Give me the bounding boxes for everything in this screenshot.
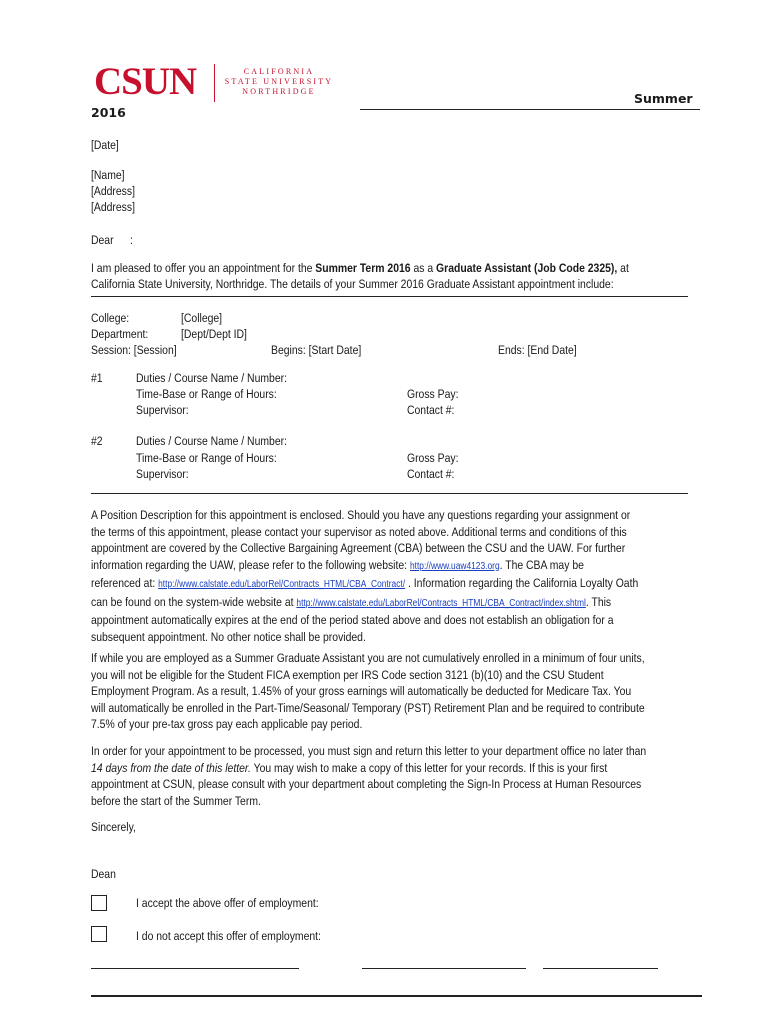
para3-line-2-rest: You may wish to make a copy of this letter for your records. If this is your first: [250, 760, 608, 775]
logo-subtitle: [222, 67, 336, 97]
para3-line-4: before the start of the Summer Term.: [91, 793, 261, 808]
assignment-1-contact: Contact #:: [407, 403, 455, 417]
para2-line-3: Employment Program. As a result, 1.45% of your gross earnings will automatically be deducted for Medicare Tax. You: [91, 684, 632, 698]
intro-text-1: I am pleased to offer you an appointment for the: [91, 261, 316, 275]
assignment-2-gross-pay: Gross Pay:: [407, 451, 459, 465]
address-line-2: [Address]: [91, 200, 135, 214]
para1-line-8: subsequent appointment. No other notice shall be provided.: [91, 629, 366, 644]
intro-job-bold: Graduate Assistant (Job Code 2325),: [436, 261, 618, 275]
college-value: [College]: [181, 311, 223, 325]
assignment-2-duties: Duties / Course Name / Number:: [136, 434, 287, 448]
ends-field: Ends: [End Date]: [498, 343, 577, 357]
closing-sincerely: Sincerely,: [91, 820, 136, 834]
logo-divider: [214, 64, 215, 102]
salutation-dear: Dear: [91, 233, 114, 247]
decline-label: I do not accept this offer of employment:: [136, 929, 321, 943]
assignment-2-contact: Contact #:: [407, 467, 455, 481]
assignment-1-duties: Duties / Course Name / Number:: [136, 371, 287, 385]
assignment-1-supervisor: Supervisor:: [136, 403, 189, 417]
cba-link[interactable]: http://www.calstate.edu/LaborRel/Contracts_HTML/CBA_Contract/: [158, 579, 406, 590]
para1-line-4: [91, 557, 696, 576]
address-line-1: [Address]: [91, 184, 135, 198]
assignment-1-timebase: Time-Base or Range of Hours:: [136, 387, 277, 401]
para2-line-4: will automatically be enrolled in the Part-Time/Seasonal/ Temporary (PST) Retirement Plan and be required to contribute: [91, 700, 645, 715]
salutation-colon: :: [130, 233, 133, 247]
assignment-1-gross-pay: Gross Pay:: [407, 387, 459, 401]
date-placeholder: [Date]: [91, 138, 119, 152]
department-value: [Dept/Dept ID]: [181, 327, 247, 341]
department-label: Department:: [91, 327, 149, 341]
intro-line-2: California State University, Northridge. The details of your Summer 2016 Graduate Assistant appointment include:: [91, 277, 614, 291]
para1-line-4-text: information regarding the UAW, please refer to the following website:: [91, 557, 410, 572]
printed-name-line: [362, 968, 526, 969]
intro-term-bold: Summer Term 2016: [315, 261, 411, 275]
intro-text-2: as a: [410, 261, 437, 275]
assignment-2-number: #2: [91, 434, 103, 448]
para2-line-1: If while you are employed as a Summer Graduate Assistant you are not cumulatively enrolled in a minimum of four units,: [91, 651, 645, 665]
intro-line-1: [91, 260, 629, 277]
details-bottom-rule: [91, 493, 688, 494]
processing-paragraph: [91, 743, 770, 809]
name-placeholder: [Name]: [91, 168, 125, 182]
para1-line-6-text: can be found on the system-wide website at: [91, 594, 297, 609]
logo-line-northridge: NORTHRIDGE: [242, 87, 316, 96]
para1-line-5: [91, 575, 696, 594]
fica-paragraph: [91, 650, 770, 733]
accept-checkbox[interactable]: [91, 895, 107, 911]
para1-line-6: [91, 594, 696, 613]
para2-line-5: 7.5% of your pre-tax gross pay each applicable pay period.: [91, 717, 363, 731]
assignment-2-timebase: Time-Base or Range of Hours:: [136, 451, 277, 465]
para1-line-7: appointment automatically expires at the end of the period stated above and does not establish an obligation for a: [91, 613, 614, 627]
header-term: Summer: [634, 91, 693, 106]
para1-line-5-end: . Information regarding the California Loyalty Oath: [405, 576, 639, 590]
para2-line-2: you will not be eligible for the Student FICA exemption per IRS Code section 3121 (b)(10) and the CSU Student: [91, 667, 604, 682]
begins-field: Begins: [Start Date]: [271, 343, 362, 357]
loyalty-oath-link[interactable]: http://www.calstate.edu/LaborRel/Contracts_HTML/CBA_Contract/index.shtml: [296, 597, 586, 609]
position-description-paragraph: [91, 507, 770, 645]
para3-line-1: In order for your appointment to be processed, you must sign and return this letter to your department office no later than: [91, 744, 647, 758]
signature-line: [91, 968, 299, 969]
intro-text-3: at: [617, 261, 629, 275]
para1-line-1: A Position Description for this appointment is enclosed. Should you have any questions regarding your assignment or: [91, 508, 631, 522]
assignment-2-supervisor: Supervisor:: [136, 467, 189, 481]
accept-label: I accept the above offer of employment:: [136, 896, 319, 910]
logo-line-california: CALIFORNIA: [243, 67, 315, 76]
decline-checkbox[interactable]: [91, 926, 107, 942]
college-label: College:: [91, 311, 130, 325]
assignment-1-number: #1: [91, 371, 103, 385]
para3-line-3: appointment at CSUN, please consult with your department about completing the Sign-In Process at Human Resources: [91, 777, 642, 791]
footer-rule: [91, 995, 702, 997]
para3-line-2: [91, 760, 696, 777]
para3-deadline-italic: 14 days from the date of this letter.: [91, 760, 251, 775]
details-top-rule: [91, 296, 688, 297]
logo-wordmark: CSUN: [94, 60, 197, 103]
para1-line-2: the terms of this appointment, please contact your supervisor as noted above. Additional terms and conditions of this: [91, 524, 627, 539]
para1-line-5-text: referenced at:: [91, 576, 159, 590]
header-year: 2016: [91, 105, 126, 120]
header-rule: [360, 109, 700, 110]
date-line: [543, 968, 658, 969]
closing-dean: Dean: [91, 867, 116, 881]
logo-line-state-university: STATE UNIVERSITY: [224, 77, 334, 86]
uaw-link[interactable]: http://www.uaw4123.org: [409, 560, 500, 572]
para1-line-6-end: . This: [585, 594, 612, 609]
para1-line-4-end: . The CBA may be: [499, 557, 584, 572]
para1-line-3: appointment are covered by the Collective Bargaining Agreement (CBA) between the CSU and the UAW. For further: [91, 541, 626, 555]
session-field: Session: [Session]: [91, 343, 177, 357]
